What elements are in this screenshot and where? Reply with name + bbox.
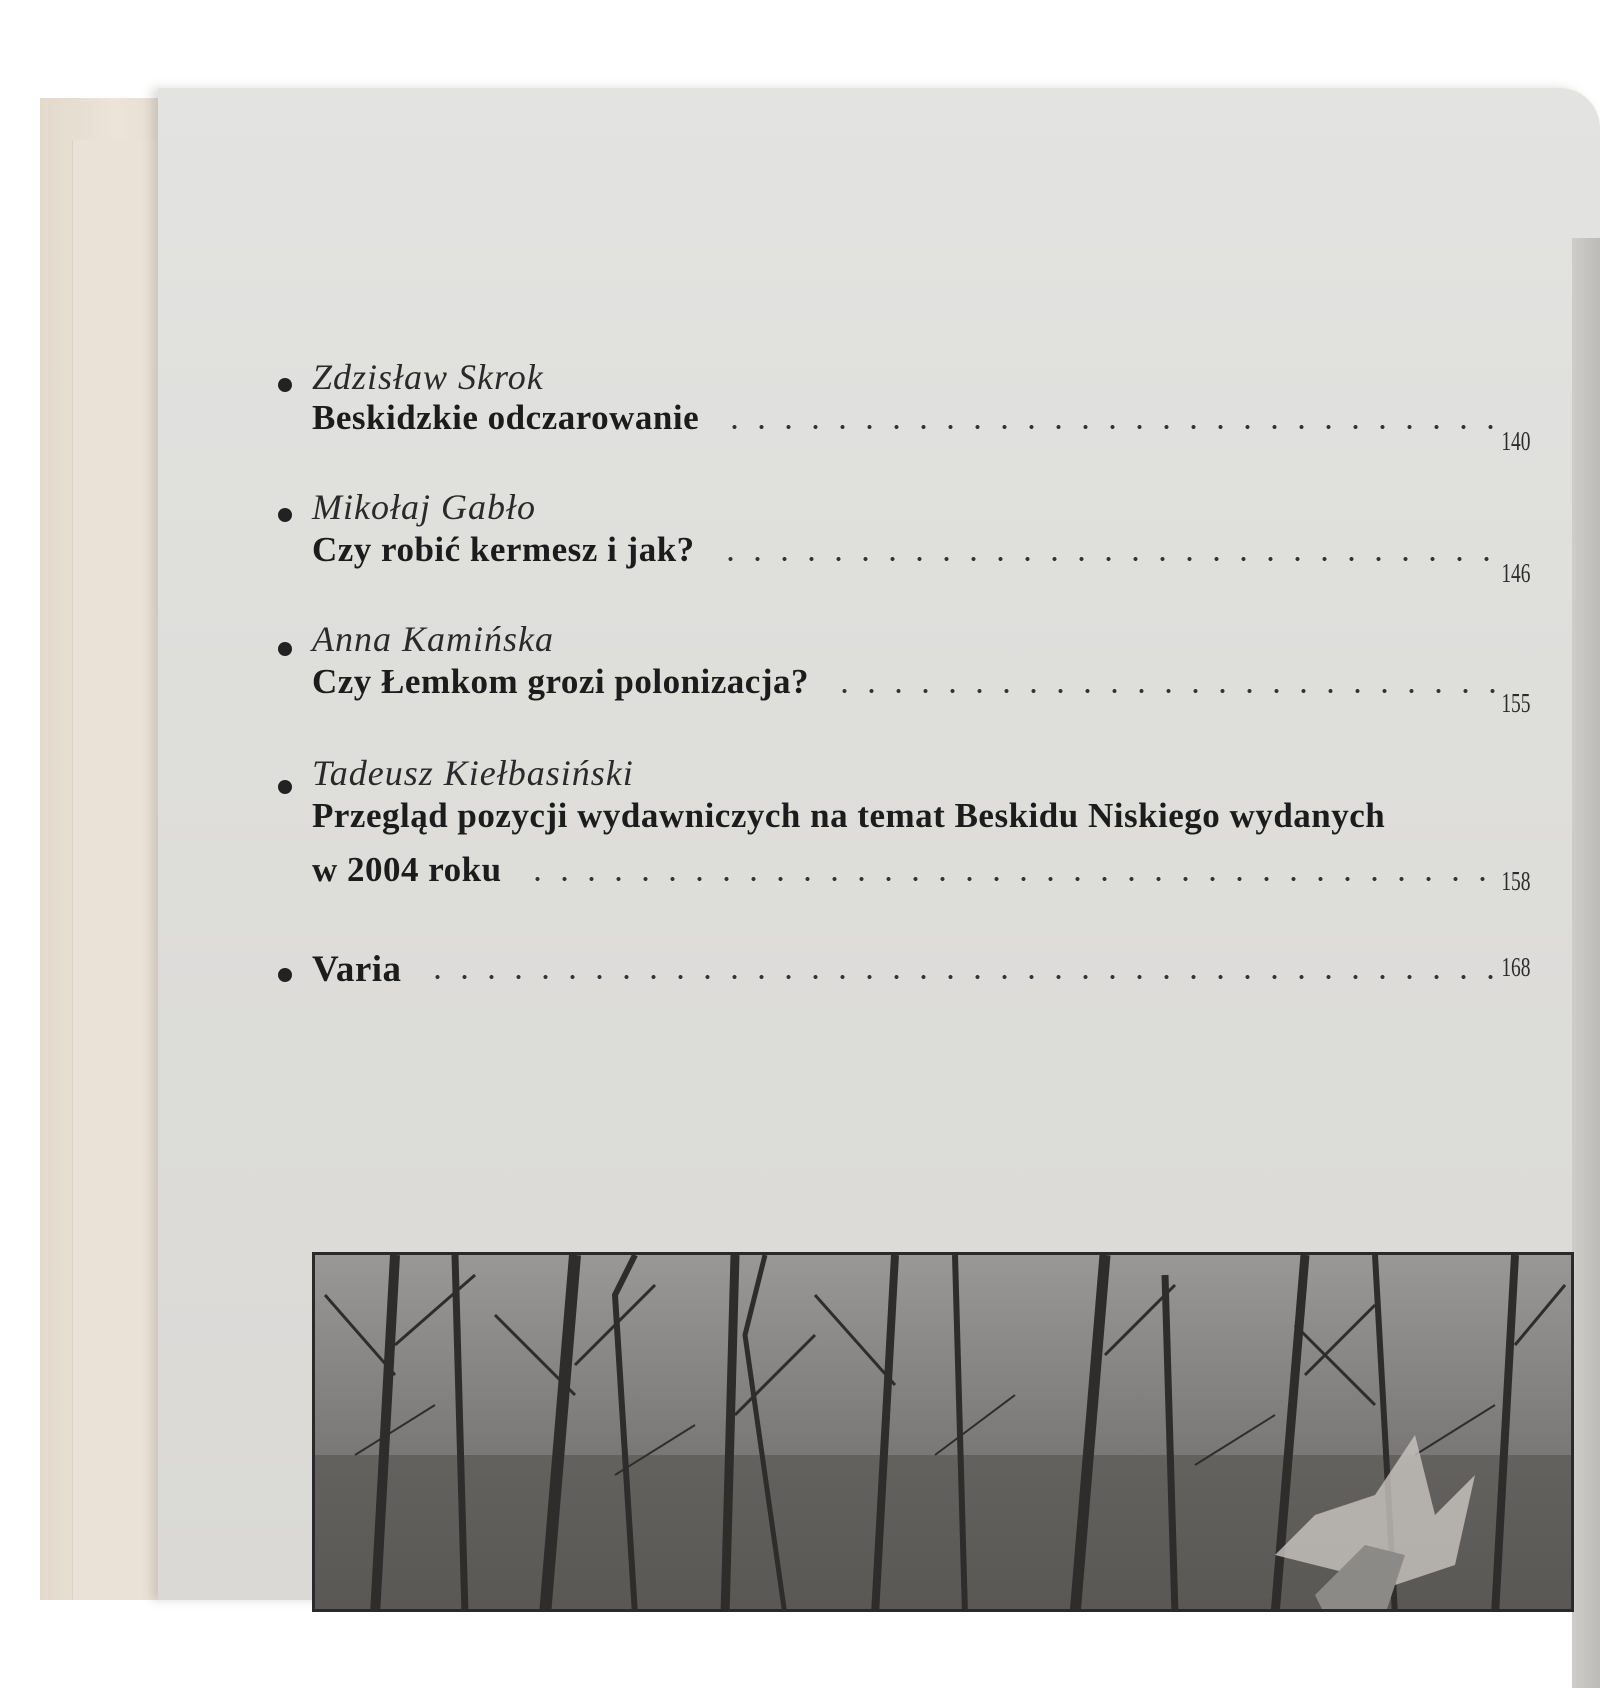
entry-page-number: 155 (1500, 688, 1530, 718)
dot-leader (721, 423, 1500, 431)
dot-leader (717, 555, 1500, 563)
bullet-icon (278, 378, 292, 392)
dot-leader (524, 875, 1500, 883)
bullet-icon (278, 642, 292, 656)
entry-title: Varia (312, 949, 402, 990)
toc-entry (270, 619, 1530, 722)
entry-author: Tadeusz Kiełbasiński (312, 753, 634, 793)
dot-leader (831, 687, 1500, 695)
entry-title: Beskidzkie odczarowanie (312, 398, 700, 437)
entry-author: Mikołaj Gabło (312, 487, 536, 527)
entry-title: Czy robić kermesz i jak? (312, 530, 695, 569)
bullet-icon (278, 780, 292, 794)
entry-page-number: 168 (1500, 952, 1530, 982)
entry-author: Anna Kamińska (312, 619, 554, 659)
entry-page-number: 158 (1500, 866, 1530, 896)
toc-entry (270, 752, 1530, 902)
bullet-icon (278, 968, 292, 982)
entry-page-number: 140 (1500, 426, 1530, 456)
bullet-icon (278, 508, 292, 522)
toc-entry (270, 948, 1530, 1008)
forest-photo (312, 1252, 1574, 1612)
entry-title-line2: w 2004 roku (312, 850, 502, 889)
entry-title: Czy Łemkom grozi polonizacja? (312, 662, 809, 701)
entry-author: Zdzisław Skrok (312, 357, 544, 397)
toc-entry (270, 357, 1530, 460)
forest-photo-image (315, 1255, 1574, 1612)
dot-leader (424, 973, 1500, 981)
entry-page-number: 146 (1500, 558, 1530, 588)
entry-title-line1: Przegląd pozycji wydawniczych na temat Beskidu Niskiego wydanych (312, 796, 1386, 835)
toc-entry (270, 487, 1530, 590)
